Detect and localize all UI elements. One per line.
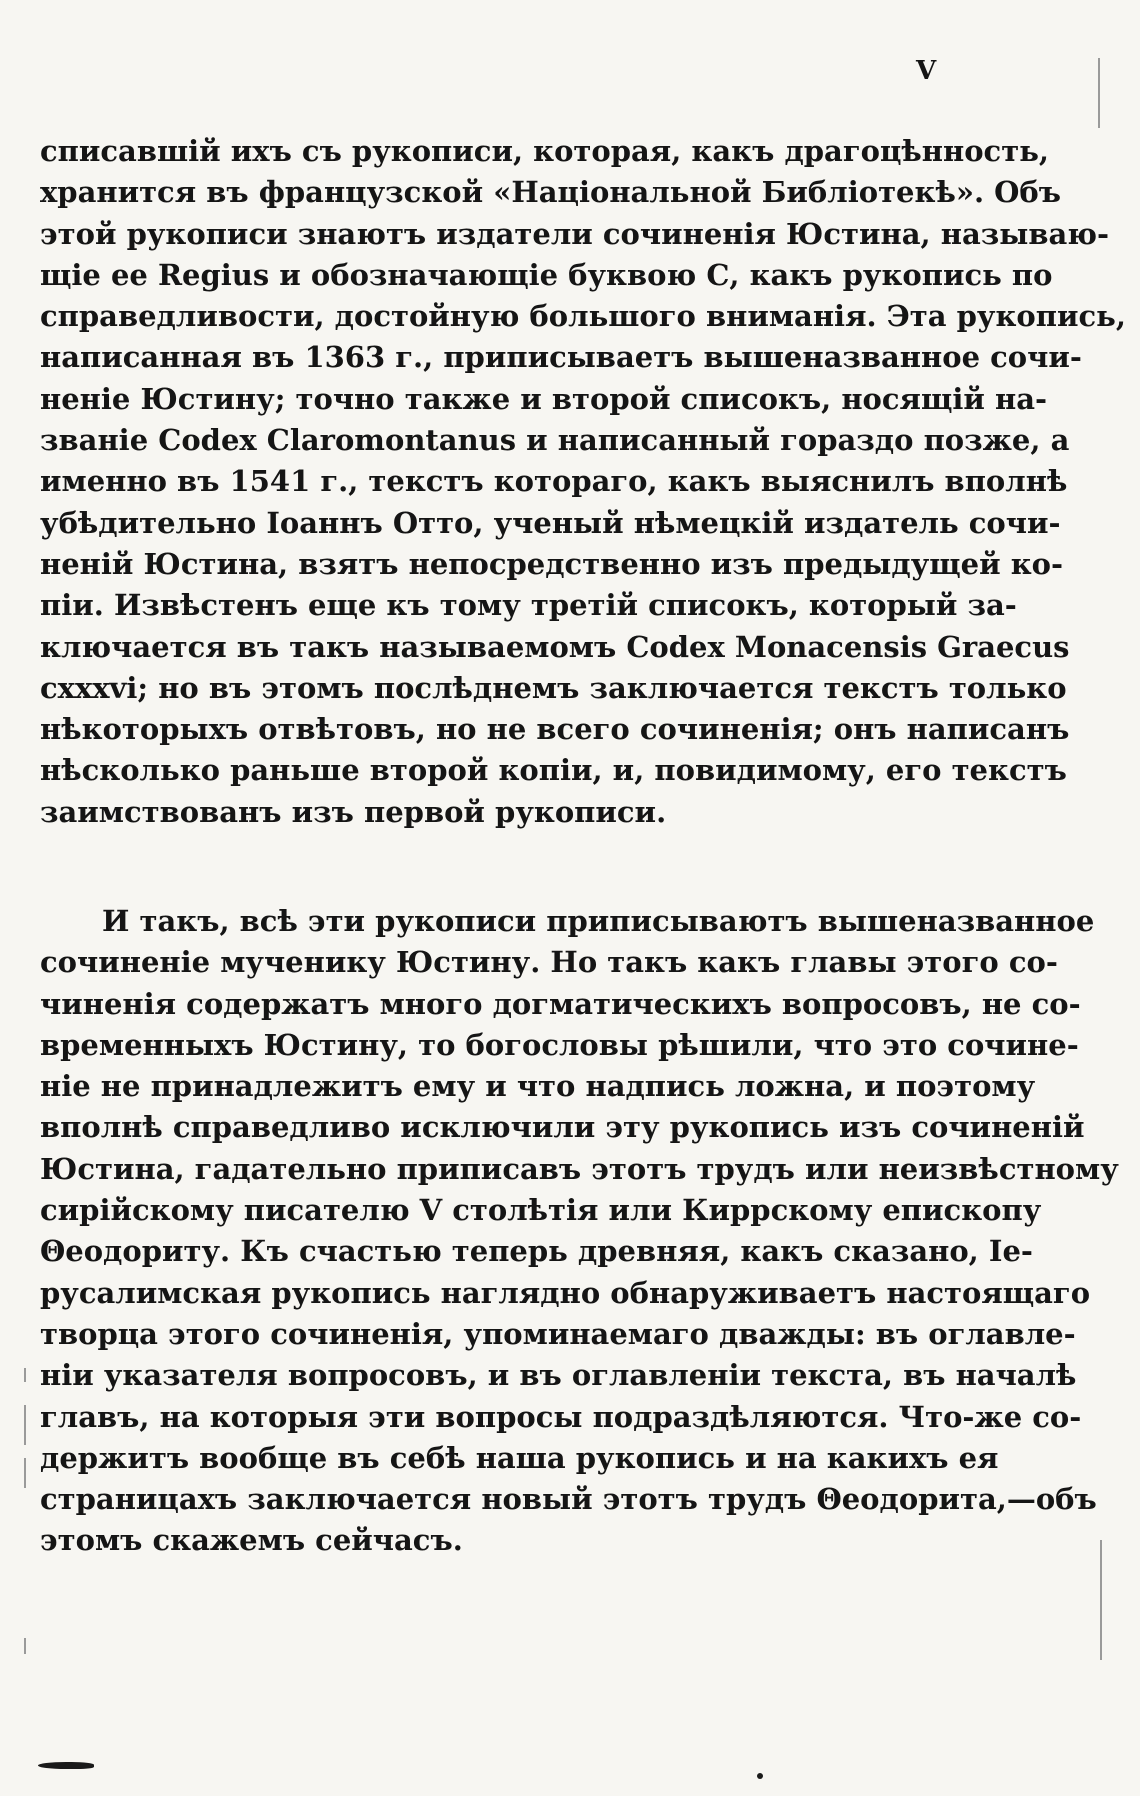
text-line: Θеодориту. Къ счастью теперь древняя, какъ сказано, Іе- bbox=[40, 1234, 1033, 1269]
text-line: нѣсколько раньше второй копіи, и, повидимому, его текстъ bbox=[40, 753, 1067, 788]
text-line: страницахъ заключается новый этотъ трудъ Θеодорита,—объ bbox=[40, 1482, 1097, 1517]
text-line: вполнѣ справедливо исключили эту рукопись изъ сочиненій bbox=[40, 1110, 1085, 1145]
text-line: списавшій ихъ съ рукописи, которая, какъ драгоцѣнность, bbox=[40, 134, 1049, 168]
paragraph-1 bbox=[40, 131, 1126, 833]
text-line: И такъ, всѣ эти рукописи приписываютъ вышеназванное bbox=[102, 904, 1095, 938]
text-line: написанная въ 1363 г., приписываетъ вышеназванное сочи- bbox=[40, 340, 1082, 375]
text-line: неніе Юстину; точно также и второй списокъ, носящій на- bbox=[40, 381, 1048, 416]
text-line: нѣкоторыхъ отвѣтовъ, но не всего сочиненія; онъ написанъ bbox=[40, 712, 1070, 747]
text-line: неній Юстина, взятъ непосредственно изъ предыдущей ко- bbox=[40, 546, 1064, 581]
text-line: званіе Codex Claromontanus и написанный гораздо позже, а bbox=[40, 423, 1070, 458]
text-line: именно въ 1541 г., текстъ котораго, какъ выяснилъ вполнѣ bbox=[40, 464, 1068, 499]
text-line: сирійскому писателю V столѣтія или Киррскому епископу bbox=[40, 1193, 1042, 1228]
text-line: этомъ скажемъ сейчасъ. bbox=[40, 1523, 463, 1558]
text-line: ніи указателя вопросовъ, и въ оглавленіи текста, въ началѣ bbox=[40, 1358, 1077, 1393]
text-line: ключается въ такъ называемомъ Codex Monacensis Graecus bbox=[40, 629, 1070, 664]
text-line: ніе не принадлежитъ ему и что надпись ложна, и поэтому bbox=[40, 1069, 1036, 1104]
right-margin-mark bbox=[1100, 1540, 1102, 1660]
text-line: справедливости, достойную большого вниманія. Эта рукопись, bbox=[40, 299, 1126, 334]
text-line: cxxxvi; но въ этомъ послѣднемъ заключается текстъ только bbox=[40, 670, 1067, 705]
right-margin-mark bbox=[1098, 58, 1100, 128]
text-line: творца этого сочиненія, упоминаемаго дважды: въ оглавле- bbox=[40, 1316, 1076, 1351]
text-line: сочиненіе мученику Юстину. Но такъ какъ главы этого со- bbox=[40, 945, 1058, 980]
text-line: чиненія содержатъ много догматическихъ вопросовъ, не со- bbox=[40, 986, 1081, 1021]
text-line: убѣдительно Іоаннъ Отто, ученый нѣмецкій издатель сочи- bbox=[40, 505, 1061, 540]
left-margin-mark bbox=[24, 1638, 26, 1654]
page-number: V bbox=[916, 56, 938, 86]
text-line: главъ, на которыя эти вопросы подраздѣляются. Что-же со- bbox=[40, 1399, 1082, 1434]
text-line: хранится въ французской «Національной Библіотекѣ». Объ bbox=[40, 175, 1062, 210]
text-line: заимствованъ изъ первой рукописи. bbox=[40, 794, 667, 829]
left-margin-mark bbox=[24, 1368, 26, 1382]
left-margin-mark bbox=[24, 1405, 26, 1445]
text-line: держитъ вообще въ себѣ наша рукопись и на какихъ ея bbox=[40, 1440, 999, 1475]
text-line: піи. Извѣстенъ еще къ тому третій списокъ, который за- bbox=[40, 588, 1017, 623]
paragraph-2 bbox=[40, 901, 1119, 1562]
text-line: Юстина, гадательно приписавъ этотъ трудъ или неизвѣстному bbox=[40, 1151, 1119, 1186]
text-line: щіе ее Regius и обозначающіе буквою С, какъ рукопись по bbox=[40, 257, 1053, 292]
ink-dot-mark bbox=[757, 1773, 763, 1779]
text-line: русалимская рукопись наглядно обнаруживаетъ настоящаго bbox=[40, 1275, 1091, 1310]
ink-dash-mark bbox=[38, 1762, 94, 1769]
left-margin-mark bbox=[24, 1458, 26, 1488]
text-line: временныхъ Юстину, то богословы рѣшили, что это сочине- bbox=[40, 1027, 1079, 1062]
text-line: этой рукописи знаютъ издатели сочиненія Юстина, называю- bbox=[40, 216, 1110, 251]
